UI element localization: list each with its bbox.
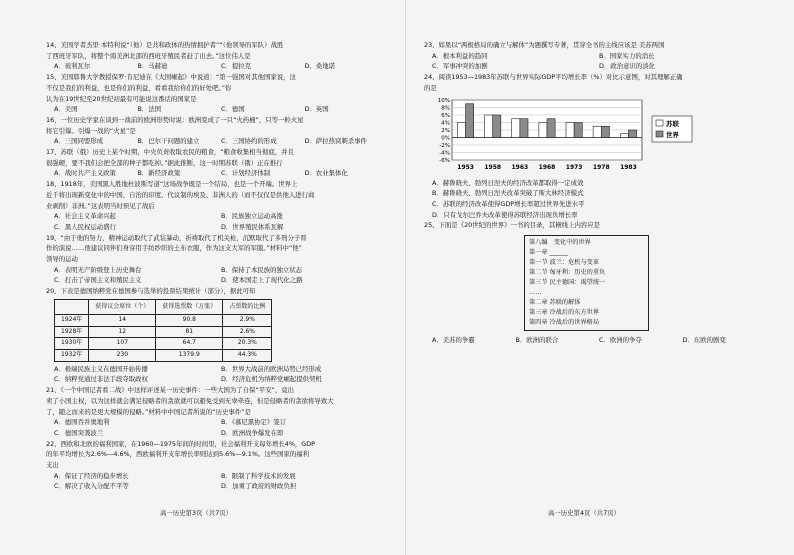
toc-line: 第四章 冷战后的世界格局 — [529, 319, 600, 327]
x-tick-label: 1953 — [457, 163, 474, 171]
q18-stem: 业剥削）非洲。”这表明当时预见了战后 — [46, 201, 155, 210]
option: D．只有戈尔巴乔夫改革使得苏联经济出现负增长率 — [432, 210, 578, 219]
y-tick-label: 4% — [441, 120, 450, 127]
table-cell: 44.3% — [223, 349, 272, 361]
bar-world — [628, 130, 636, 138]
option: D．桑地诺 — [304, 62, 335, 71]
page-3 — [46, 40, 388, 492]
q23-stem: 23、如果以“两极格局的确立与解体”为题撰写专著，贯穿全书的主线应该是 美苏两国 — [424, 41, 665, 49]
q22-stem: 支出 — [46, 461, 59, 470]
q20-table — [54, 299, 272, 362]
option: C．黑人民权运动盛行 — [54, 222, 116, 231]
option: C．三国协约的形成 — [221, 137, 277, 146]
x-tick-label: 1973 — [565, 163, 583, 171]
q16-stem: 16、一位历史学家在谈到一战前的欧洲形势时说：欧洲变成了一只“火药桶”，只等一粒火星 — [46, 115, 304, 124]
q21-stem: 卖了小国主权，以为这样就会满足侵略者的贪欲就可以避免受到无辜牵连，但是侵略者的贪欲将导致大 — [46, 396, 334, 405]
option: B．保持了本民族的独立状态 — [221, 265, 303, 274]
option: C．德国突袭波兰 — [54, 428, 104, 437]
option: B．《慕尼黑协定》签订 — [221, 418, 287, 427]
q18-options — [46, 211, 388, 232]
x-tick-label: 1983 — [620, 163, 637, 171]
option: C．军事冲突的加剧 — [432, 62, 488, 71]
q16-stem: 将它引爆。引爆一战的“火星”是 — [46, 126, 136, 135]
table-cell: 1932年 — [55, 349, 89, 361]
table-row — [55, 314, 272, 326]
bar-ussr — [620, 133, 628, 137]
option: C．打击了帝国主义和殖民主义 — [54, 276, 142, 285]
bar-ussr — [485, 115, 493, 138]
option: A．玻利瓦尔 — [54, 62, 91, 71]
table-header: 占票数的比例 — [223, 299, 272, 314]
q19-stem: 作的演说……他建议同伴们身穿用手纺纱织的土布衣服，作为这支大军的军服。”材料中“他” — [46, 244, 302, 253]
bar-ussr — [457, 122, 465, 137]
table-cell: 12 — [89, 326, 156, 338]
q18-stem: 18、1918年，美国黑人胜地杜波斯写道“这场战争既是一个结局，也是一个开端。世界上 — [46, 180, 298, 189]
page-4 — [424, 40, 766, 346]
q14-options — [46, 61, 388, 72]
table-cell: 230 — [89, 349, 156, 361]
q14-stem: 了西班牙军队，将整个南美洲北部的西班牙殖民者赶了出去。”这位伟人是 — [46, 51, 251, 60]
toc-line: 第八编 变化中的世界 — [529, 239, 591, 247]
q21-stem: 21、《一个中国记者看二战》中这样评述某一历史事件：一些大国为了自保“平安”，竟出 — [46, 386, 295, 395]
option: B．法国 — [137, 105, 162, 114]
y-tick-label: 10% — [437, 97, 450, 104]
legend-swatch — [656, 131, 663, 137]
option: C．苏联的经济改革使得GDP增长率超过世界先进水平 — [432, 199, 585, 208]
table-cell: 20.3% — [223, 338, 272, 350]
option: C．纳粹党通过非法手段夺取政权 — [54, 375, 148, 384]
option: D．欧洲战争爆发在即 — [221, 428, 284, 437]
y-tick-label: 6% — [441, 112, 450, 119]
option: B．民族独立运动高涨 — [221, 212, 283, 221]
option: B．国家实力的消长 — [599, 51, 655, 60]
toc-line: …… — [529, 289, 542, 297]
table-cell: 64.7 — [156, 338, 223, 350]
toc-line: 第三节 民主德国：渴望统一 — [529, 279, 606, 287]
option: D．世界殖民体系瓦解 — [221, 222, 284, 231]
q22-stem: 的年平均增长为2.6%—4.6%，西欧福利开支年增长率则达到5.6%—9.1%。这些国家的福利 — [46, 450, 310, 459]
q19-stem: 19、“由于他的努力，精神运动取代了武装暴动，祈祷取代了机关枪，沉默取代了多刑分子晋 — [46, 233, 307, 242]
option: A．战时共产主义政策 — [54, 169, 116, 178]
option: C．解决了收入分配不平等 — [54, 482, 129, 491]
table-cell: 14 — [89, 314, 156, 326]
table-header: 获得选票数（万张） — [156, 299, 223, 314]
x-tick-label: 1968 — [538, 163, 556, 171]
bar-ussr — [539, 122, 547, 137]
bar-ussr — [593, 126, 601, 137]
option: D．政治意识的淡化 — [599, 62, 656, 71]
page-4-footer: 高一历史第4页（共7页） — [548, 509, 621, 517]
q25-options — [424, 335, 766, 346]
bar-world — [493, 115, 501, 138]
bar-ussr — [512, 118, 520, 137]
option: A．表明无产阶级登上历史舞台 — [54, 265, 142, 274]
table-cell: 81 — [156, 326, 223, 338]
q16-options — [46, 136, 388, 147]
q15-stem: 不仅是我们的利益，也是你们的利益，看看我给你们的好处吧。”你 — [46, 83, 232, 92]
y-tick-label: 0% — [441, 135, 450, 142]
option: C．德国 — [221, 105, 245, 114]
toc-line: 第三章 冷战后的东方世界 — [529, 309, 600, 317]
legend-label: 苏联 — [666, 119, 679, 128]
q22-options — [46, 471, 388, 492]
y-tick-label: -4% — [439, 150, 450, 157]
y-tick-label: 2% — [441, 127, 450, 134]
option: B．世界大战前的欧洲局势已经形成 — [221, 364, 322, 373]
option: A．社会主义革命兴起 — [54, 212, 116, 221]
q15-options — [46, 104, 388, 115]
bar-world — [520, 118, 528, 137]
q15-stem: 认为在19世纪至20世纪初最有可能说这番话的国家是 — [46, 94, 197, 103]
legend-swatch — [656, 120, 663, 126]
x-tick-label: 1963 — [511, 163, 529, 171]
gdp-chart-svg — [430, 96, 750, 176]
toc-line: 第二章 苏联的解体 — [529, 299, 581, 307]
table-header: 获得议会席位（个） — [89, 299, 156, 314]
option: B．限制了科学技术的发展 — [221, 471, 296, 480]
table-row — [55, 326, 272, 338]
option: B．马赫迪 — [137, 62, 168, 71]
option: A．极端民族主义在德国开始传播 — [54, 364, 148, 373]
x-tick-label: 1978 — [592, 163, 610, 171]
option: C．计划经济体制 — [221, 169, 271, 178]
option: A．根本利益的趋同 — [432, 51, 488, 60]
table-corner — [55, 299, 89, 314]
y-tick-label: 8% — [441, 105, 450, 112]
q25-stem: 25、下面是《20世纪的世界》一书的目录，其横线上内容应是 — [424, 221, 601, 230]
q17-stem: 很强硬，要不我们会把全部的种子都吃掉。”据此推断，这一时期苏联（俄）正在推行 — [46, 158, 283, 167]
table-cell: 2.9% — [223, 314, 272, 326]
option: B．赫鲁晓夫、勃列日涅夫改革突破了斯大林经济模式 — [432, 189, 584, 198]
option: C．提拉克 — [221, 62, 252, 71]
option: A．德国吞并奥地利 — [54, 418, 110, 427]
option: D．加重了政府的财政负担 — [221, 482, 297, 491]
table-row — [55, 338, 272, 350]
y-tick-label: -2% — [439, 142, 450, 149]
q25-toc-box — [524, 235, 649, 331]
option: A．美苏的争霸 — [432, 336, 475, 345]
option: B．欧洲的联合 — [515, 336, 559, 345]
table-row — [55, 349, 272, 361]
q24-stem: 的是 — [424, 83, 437, 92]
option: D．使本国走上了现代化之路 — [221, 276, 303, 285]
gdp-chart — [430, 96, 750, 176]
toc-line: 第一章 ______ — [529, 249, 569, 257]
q21-options — [46, 417, 388, 438]
option: C．欧洲的争夺 — [599, 336, 642, 345]
table-cell: 1924年 — [55, 314, 89, 326]
q17-options — [46, 168, 388, 179]
option: A．美国 — [54, 105, 78, 114]
option: D．农业集体化 — [304, 169, 348, 178]
option: B．新经济政策 — [137, 169, 181, 178]
page-fold — [405, 0, 406, 555]
q24-options — [424, 178, 766, 221]
option: D．萨拉热窝刺杀事件 — [304, 137, 367, 146]
q18-stem: 近千将出现新变化中的中国、自治的印度、代议制的埃及、非洲人的（而不仅仅是供他人进行商 — [46, 190, 315, 199]
table-cell: 1379.9 — [156, 349, 223, 361]
q19-options — [46, 265, 388, 286]
bar-world — [601, 126, 609, 137]
option: B．巴尔干问题的建立 — [137, 137, 200, 146]
q20-options — [46, 364, 388, 385]
toc-line: 第一节 波兰：危机与变革 — [529, 259, 600, 267]
q19-stem: 领导的运动 — [46, 255, 78, 264]
q21-stem: 了，随之而来的是更大规模的侵略。”材料中中国记者所说的“历史事件”是 — [46, 407, 251, 416]
option: A．保证了经济的稳步增长 — [54, 471, 129, 480]
bar-ussr — [566, 122, 574, 137]
legend-label: 世界 — [666, 130, 679, 139]
q15-stem: 15、美国耶鲁大学教授保罗·肯尼迪在《大国崛起》中说道：“第一强国对其他国家说，这 — [46, 73, 296, 82]
q24-stem: 24、阅读1953—1983年苏联与世界实际GDP平均增长率（%）对比示意图，对其理解正确 — [424, 73, 683, 82]
q17-stem: 17、苏联（俄）历史上某个时期，中央负责收取农民的粮食，“粮食收集相当彻底，并且 — [46, 148, 294, 157]
table-cell: 107 — [89, 338, 156, 350]
option: D．经济危机为纳粹党崛起提供契机 — [221, 375, 322, 384]
table-cell: 1928年 — [55, 326, 89, 338]
y-tick-label: -6% — [439, 157, 450, 164]
toc-line: 第二节 匈牙利：历史的重负 — [529, 269, 606, 277]
table-cell: 1930年 — [55, 338, 89, 350]
page-3-footer: 高一历史第3页（共7页） — [160, 509, 233, 517]
table-cell: 2.6% — [223, 326, 272, 338]
q23-options — [424, 51, 766, 72]
bar-world — [547, 118, 555, 137]
x-tick-label: 1958 — [484, 163, 502, 171]
option: D．东欧的剧变 — [682, 336, 726, 345]
option: A．三国同盟形成 — [54, 137, 104, 146]
q20-stem: 20、下表是德国纳粹党在德国参与选举的投票结果统计（部分），据此可知 — [46, 287, 256, 296]
bar-world — [466, 103, 474, 137]
q22-stem: 22、西欧和北欧的福利国家，在1960—1975年间的时间里，社会福利开支每年增长4%，GDP — [46, 439, 316, 448]
option: D．英国 — [304, 105, 329, 114]
option: A．赫鲁晓夫、勃列日涅夫的经济改革都取得一定成效 — [432, 178, 584, 187]
q14-stem: 14、美国学者杰里·本特利说“（他）是共和政体的热情拥护者”“（他领导的军队）战胜 — [46, 41, 284, 49]
bar-world — [574, 122, 582, 137]
table-cell: 90.8 — [156, 314, 223, 326]
